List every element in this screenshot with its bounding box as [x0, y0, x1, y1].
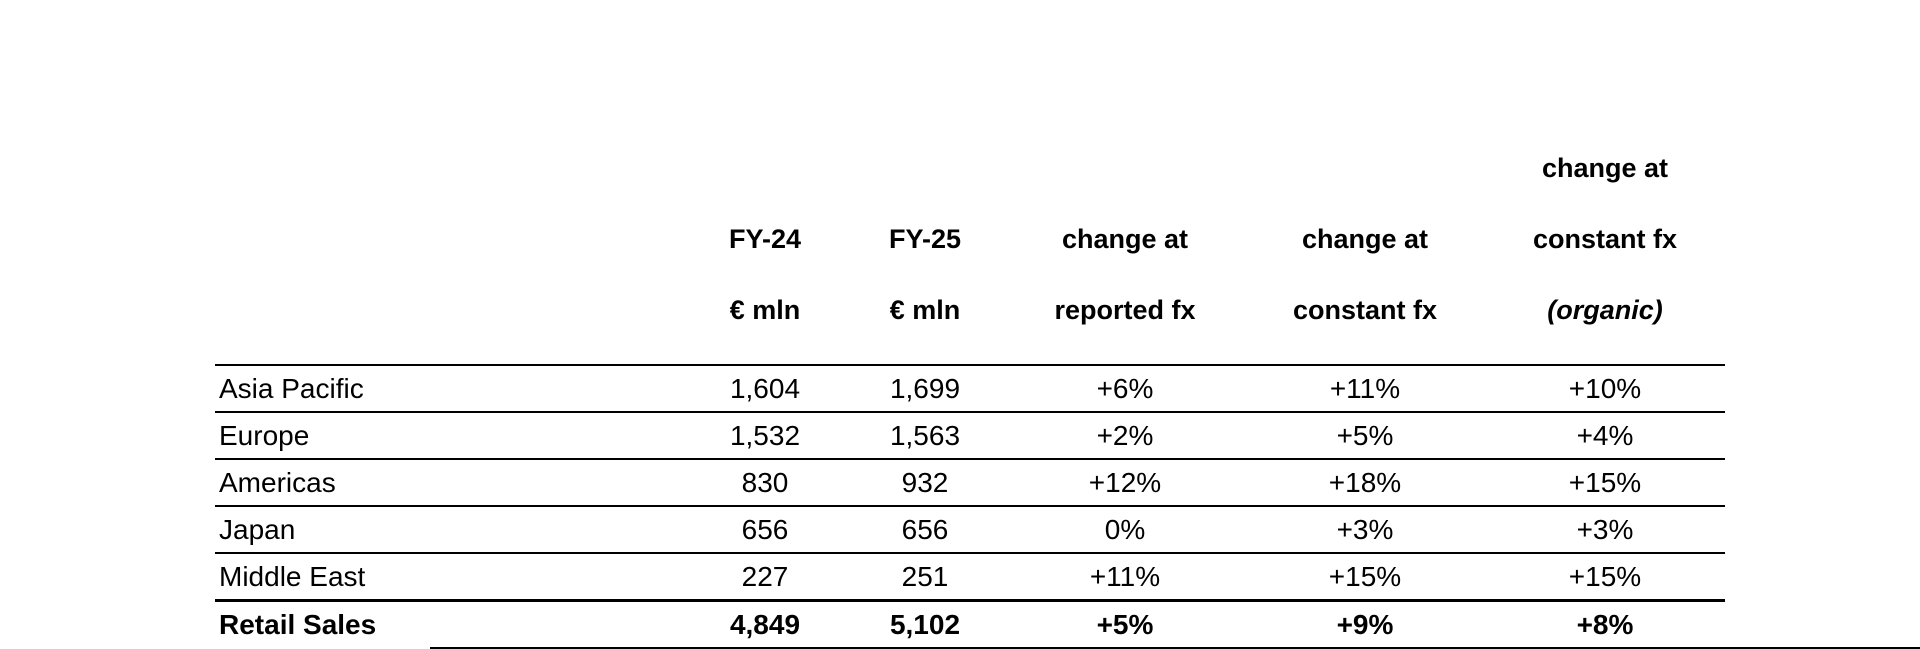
cell-europe-fy24: 1,532 — [685, 412, 845, 459]
row-label-japan: Japan — [215, 506, 685, 553]
column-header-fy24-line1: FY-24 — [728, 223, 802, 254]
table-header — [215, 115, 1725, 365]
cell-retail-sales-fy24: 4,849 — [685, 601, 845, 648]
column-header-region — [215, 115, 685, 365]
cell-retail-sales-constant-fx: +9% — [1245, 601, 1485, 648]
cell-asia-pacific-constant-fx: +11% — [1245, 365, 1485, 412]
row-label-asia-pacific: Asia Pacific — [215, 365, 685, 412]
cell-retail-sales-fy25: 5,102 — [845, 601, 1005, 648]
column-header-constant-fx-organic-line3: (organic) — [1547, 295, 1663, 326]
row-label-retail-sales: Retail Sales — [215, 601, 685, 648]
cell-middle-east-fy24: 227 — [685, 553, 845, 601]
cell-americas-fy24: 830 — [685, 459, 845, 506]
cell-japan-fy24: 656 — [685, 506, 845, 553]
table-total-row — [215, 601, 1725, 648]
cell-retail-sales-constant-fx-organic: +8% — [1485, 601, 1725, 648]
table-row — [215, 365, 1725, 412]
column-header-fy25-line2: € mln — [889, 295, 961, 326]
table-row — [215, 506, 1725, 553]
retail-sales-table — [215, 115, 1725, 647]
column-header-constant-fx — [1245, 115, 1485, 365]
row-label-middle-east: Middle East — [215, 553, 685, 601]
row-label-europe: Europe — [215, 412, 685, 459]
cell-americas-constant-fx: +18% — [1245, 459, 1485, 506]
table-row — [215, 553, 1725, 601]
table-row — [215, 412, 1725, 459]
cell-europe-constant-fx-organic: +4% — [1485, 412, 1725, 459]
column-header-fy24 — [685, 115, 845, 365]
cell-asia-pacific-constant-fx-organic: +10% — [1485, 365, 1725, 412]
column-header-constant-fx-organic-line1: change at — [1541, 152, 1669, 183]
table-header-row — [215, 115, 1725, 365]
column-header-constant-fx-line2: constant fx — [1292, 295, 1438, 326]
cell-middle-east-fy25: 251 — [845, 553, 1005, 601]
row-label-americas: Americas — [215, 459, 685, 506]
cell-asia-pacific-fy25: 1,699 — [845, 365, 1005, 412]
cell-americas-reported-fx: +12% — [1005, 459, 1245, 506]
table-row — [215, 459, 1725, 506]
column-header-reported-fx — [1005, 115, 1245, 365]
cell-japan-constant-fx-organic: +3% — [1485, 506, 1725, 553]
cell-asia-pacific-reported-fx: +6% — [1005, 365, 1245, 412]
table-body — [215, 365, 1725, 647]
cell-retail-sales-reported-fx: +5% — [1005, 601, 1245, 648]
column-header-fy24-line2: € mln — [729, 295, 801, 326]
retail-sales-table-container — [215, 115, 1725, 649]
cell-americas-constant-fx-organic: +15% — [1485, 459, 1725, 506]
column-header-fy25-line1: FY-25 — [888, 223, 962, 254]
cell-middle-east-constant-fx: +15% — [1245, 553, 1485, 601]
cell-europe-constant-fx: +5% — [1245, 412, 1485, 459]
column-header-constant-fx-organic — [1485, 115, 1725, 365]
column-header-reported-fx-line1: change at — [1061, 223, 1189, 254]
column-header-constant-fx-line1: change at — [1301, 223, 1429, 254]
column-header-fy25 — [845, 115, 1005, 365]
cell-asia-pacific-fy24: 1,604 — [685, 365, 845, 412]
cell-japan-constant-fx: +3% — [1245, 506, 1485, 553]
column-header-constant-fx-organic-line2: constant fx — [1532, 223, 1678, 254]
cell-europe-fy25: 1,563 — [845, 412, 1005, 459]
cell-europe-reported-fx: +2% — [1005, 412, 1245, 459]
column-header-reported-fx-line2: reported fx — [1054, 295, 1196, 326]
cell-middle-east-reported-fx: +11% — [1005, 553, 1245, 601]
cell-americas-fy25: 932 — [845, 459, 1005, 506]
cell-middle-east-constant-fx-organic: +15% — [1485, 553, 1725, 601]
cell-japan-fy25: 656 — [845, 506, 1005, 553]
cell-japan-reported-fx: 0% — [1005, 506, 1245, 553]
